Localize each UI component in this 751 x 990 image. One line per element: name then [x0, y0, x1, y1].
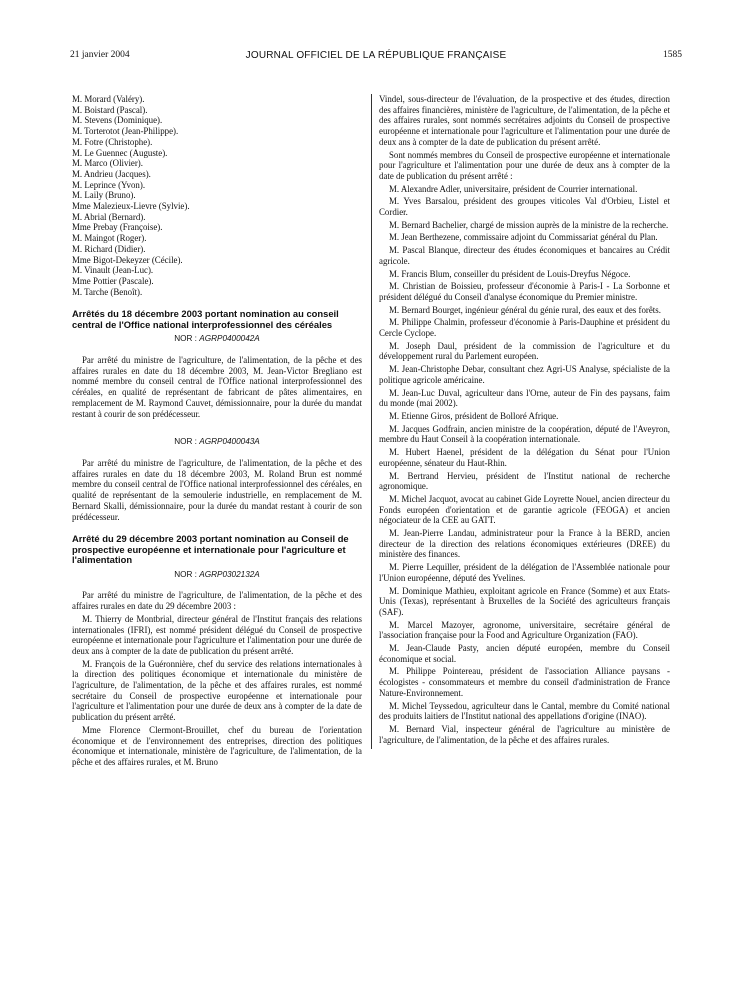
paragraph: Vindel, sous-directeur de l'évaluation, de la prospective et des études, direction des affaires financières, ministère de l'agriculture, de l'alimentation, de la pêche et des affaires rurales, sont nommés secrétaires adjoints du Conseil de prospective européenne et internationale pour l'agriculture et l'alimentation pour une durée de deux ans à compter de la date de publication du présent arrêté. — [379, 94, 670, 147]
member-entry: M. Jacques Godfrain, ancien ministre de la coopération, député de l'Aveyron, membre du Haut Conseil à la coopération internationale. — [379, 423, 670, 445]
list-item: M. Vinault (Jean-Luc). — [72, 265, 154, 276]
nor-reference: NOR : AGRP0302132A — [174, 569, 260, 579]
header-date: 21 janvier 2004 — [70, 50, 130, 60]
member-entry: M. Philippe Pointereau, président de l'association Alliance paysans - écologistes - consommateurs et membre du conseil d'administration de France Nature-Environnement. — [379, 666, 670, 698]
right-column — [379, 94, 670, 747]
page-header — [70, 50, 682, 64]
list-item: Mme Bigot-Dekeyzer (Cécile). — [72, 254, 183, 265]
paragraph: M. François de la Guéronnière, chef du service des relations internationales à la direction des politiques économique et internationale du ministère de l'agriculture, de l'alimentation, de la pêche et des affaires rurales, est nommé secrétaire du Conseil de prospective européenne et internationale pour l'agriculture et l'alimentation pour une durée de deux ans à compter de la date de publication du présent arrêté. — [72, 658, 362, 723]
list-item: M. Richard (Didier). — [72, 243, 146, 254]
list-item: M. Laily (Bruno). — [72, 190, 136, 201]
list-item: M. Andrieu (Jacques). — [72, 168, 151, 179]
names-list — [72, 94, 362, 297]
member-entry: M. Hubert Haenel, président de la délégation du Sénat pour l'Union européenne, sénateur du Haut-Rhin. — [379, 447, 670, 468]
member-entry: M. Christian de Boissieu, professeur d'économie à Paris-I - La Sorbonne et président délégué du Conseil d'analyse économique du Premier ministre. — [379, 281, 670, 302]
list-item: M. Leprince (Yvon). — [72, 179, 146, 190]
list-item: Mme Prebay (Françoise). — [72, 222, 163, 233]
paragraph: M. Thierry de Montbrial, directeur général de l'Institut français des relations internationales (IFRI), est nommé président délégué du Conseil de prospective européenne et internationale pour l'agriculture et l'alimentation pour une durée de deux ans à compter de la date de publication du présent arrêté. — [72, 613, 362, 656]
paragraph: Par arrêté du ministre de l'agriculture, de l'alimentation, de la pêche et des affaires rurales en date du 18 décembre 2003, M. Roland Brun est nommé membre du conseil central de l'Office national interprofessionnel des céréales, en qualité de représentant de la semoulerie industrielle, en remplacement de M. Bernard Skalli, démissionnaire, pour la durée du mandat restant à courir de son prédécesseur. — [72, 457, 362, 522]
member-entry: M. Pierre Lequiller, président de la délégation de l'Assemblée nationale pour l'Union européenne, député des Yvelines. — [379, 562, 670, 583]
paragraph: Mme Florence Clermont-Brouillet, chef du bureau de l'orientation économique et de l'environnement des entreprises, direction des politiques économique et internationale, ministère de l'agriculture, de l'alimentation, de la pêche et des affaires rurales, et M. Bruno — [72, 724, 362, 767]
member-entry: M. Bernard Bachelier, chargé de mission auprès de la ministre de la recherche. — [389, 219, 669, 230]
member-entry: M. Bertrand Hervieu, président de l'Institut national de recherche agronomique. — [379, 470, 670, 492]
member-entry: M. Jean Berthezene, commissaire adjoint du Commissariat général du Plan. — [389, 232, 658, 243]
list-item: M. Marco (Olivier). — [72, 158, 143, 169]
list-item: M. Stevens (Dominique). — [72, 115, 163, 126]
member-entry: M. Jean-Luc Duval, agriculteur dans l'Orne, auteur de Fin des paysans, faim du monde (mai 2002). — [379, 387, 670, 409]
member-entry: M. Pascal Blanque, directeur des études économiques et bancaires au Crédit agricole. — [379, 245, 670, 266]
nor-reference: NOR : AGRP0400042A — [174, 334, 260, 344]
list-item: Mme Malezieux-Lievre (Sylvie). — [72, 201, 190, 212]
member-entry: M. Philippe Chalmin, professeur d'économie à Paris-Dauphine et président du Cercle Cyclope. — [379, 317, 670, 339]
list-item: M. Abrial (Bernard). — [72, 211, 146, 222]
list-item: M. Maingot (Roger). — [72, 233, 147, 244]
member-entry: M. Jean-Christophe Debar, consultant chez Agri-US Analyse, spécialiste de la politique agricole américaine. — [379, 364, 670, 385]
member-entry: M. Jean-Claude Pasty, ancien député européen, membre du Conseil économique et social. — [379, 643, 670, 664]
list-item: M. Boistard (Pascal). — [72, 104, 148, 115]
paragraph: Par arrêté du ministre de l'agriculture, de l'alimentation, de la pêche et des affaires rurales en date du 29 décembre 2003 : — [72, 590, 362, 612]
list-item: M. Le Guennec (Auguste). — [72, 147, 168, 158]
list-item: M. Morard (Valéry). — [72, 94, 145, 104]
nor-reference: NOR : AGRP0400043A — [174, 437, 260, 447]
member-entry: M. Alexandre Adler, universitaire, président de Courrier international. — [389, 183, 638, 194]
member-entry: M. Michel Teyssedou, agriculteur dans le Cantal, membre du Comité national des produits laitiers de l'Institut national des appellations d'origine (INAO). — [379, 700, 670, 722]
journal-title: JOURNAL OFFICIEL DE LA RÉPUBLIQUE FRANÇAISE — [245, 50, 507, 61]
page-number: 1585 — [663, 50, 682, 60]
member-entry: M. Francis Blum, conseiller du président de Louis-Dreyfus Négoce. — [389, 268, 631, 279]
member-entry: M. Bernard Vial, inspecteur général de l'agriculture au ministère de l'agriculture, de l'alimentation, de la pêche et des affaires rurales. — [379, 723, 670, 745]
paragraph: Sont nommés membres du Conseil de prospective européenne et internationale pour l'agriculture et l'alimentation pour une durée de deux ans à compter de la date de publication du présent arrêté : — [379, 149, 670, 181]
list-item: M. Tarche (Benoît). — [72, 286, 143, 297]
section-heading: Arrêté du 29 décembre 2003 portant nomination au Conseil de prospective européenne et internationale pour l'agriculture et l'alimentation — [72, 533, 349, 566]
paragraph: Par arrêté du ministre de l'agriculture, de l'alimentation, de la pêche et des affaires rurales en date du 18 décembre 2003, M. Jean-Victor Bregliano est nommé membre du conseil central de l'Office national interprofessionnel des céréales, en qualité de représentant de fabricant de pâtes alimentaires, en remplacement de M. Raymond Cauvet, démissionnaire, pour la durée du mandat restant à courir de son prédécesseur. — [72, 355, 362, 419]
column-separator — [371, 94, 372, 749]
member-entry: M. Etienne Giros, président de Bolloré Afrique. — [389, 410, 559, 421]
member-entry: M. Bernard Bourget, ingénieur général du génie rural, des eaux et des forêts. — [389, 304, 661, 315]
list-item: Mme Pottier (Pascale). — [72, 275, 154, 286]
member-entry: M. Dominique Mathieu, exploitant agricole en France (Somme) et aux Etats-Unis (Texas), représentant à Bruxelles de la Société des agriculteurs français (SAF). — [379, 585, 670, 617]
list-item: M. Torterotot (Jean-Philippe). — [72, 126, 179, 137]
left-column — [72, 94, 362, 770]
member-entry: M. Jean-Pierre Landau, administrateur pour la France à la BERD, ancien directeur de la direction des relations économiques extérieures (DREE) du ministère des finances. — [379, 528, 670, 560]
list-item: M. Fotre (Christophe). — [72, 136, 153, 147]
member-entry: M. Joseph Daul, président de la commission de l'agriculture et du développement rural du Parlement européen. — [379, 340, 670, 362]
member-entry: M. Marcel Mazoyer, agronome, universitaire, secrétaire général de l'association française pour la Food and Agriculture Organization (FAO). — [379, 619, 670, 641]
section-heading: Arrêtés du 18 décembre 2003 portant nomination au conseil central de l'Office national interprofessionnel des céréales — [72, 308, 339, 330]
member-entry: M. Yves Barsalou, président des groupes viticoles Val d'Orbieu, Listel et Cordier. — [379, 196, 670, 218]
member-entry: M. Michel Jacquot, avocat au cabinet Gide Loyrette Nouel, ancien directeur du Fonds européen d'orientation et de garantie agricole (FEOGA) et ancien négociateur de la CEE au GATT. — [379, 493, 670, 526]
